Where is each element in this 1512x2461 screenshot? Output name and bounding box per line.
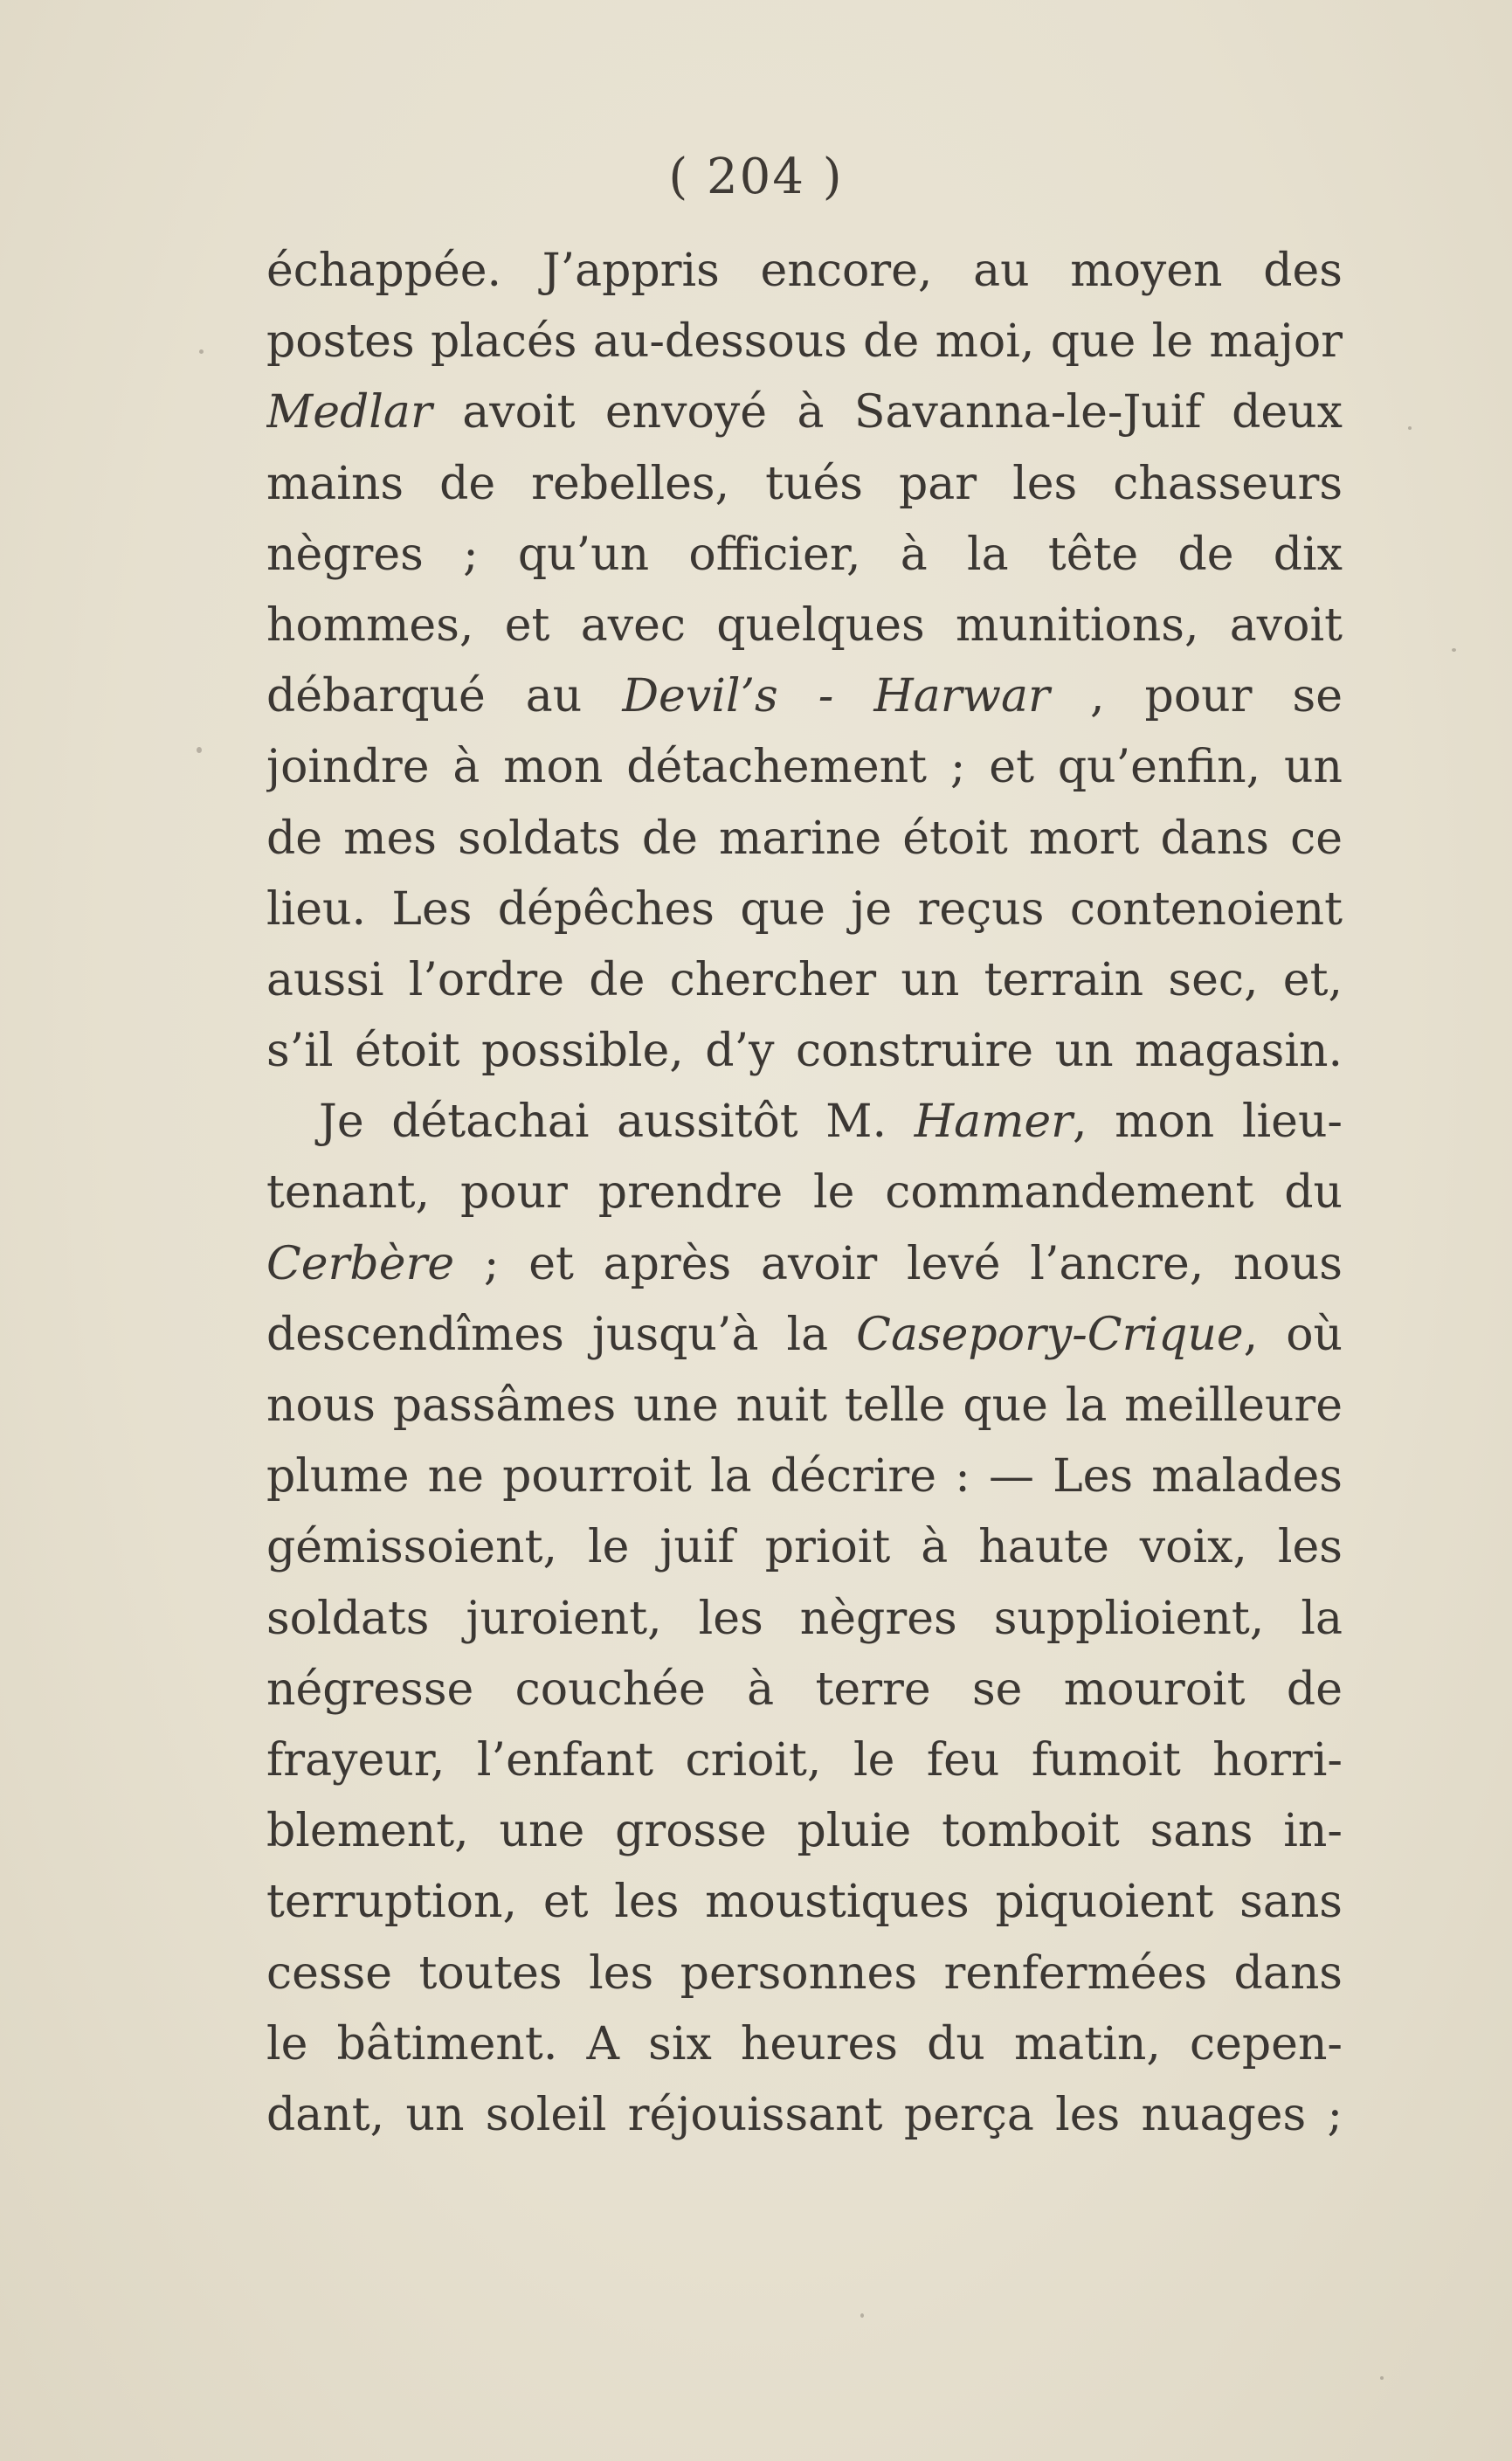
text-line — [266, 1867, 1343, 1938]
text-segment: ; et après avoir levé l’ancre, nous — [454, 1237, 1343, 1290]
text-line — [266, 1512, 1343, 1583]
text-line — [266, 1158, 1343, 1228]
paper-speck — [1452, 648, 1456, 652]
text-segment: soldats juroient, les nègres supplioient, la — [266, 1592, 1343, 1645]
text-line — [266, 1796, 1343, 1867]
paper-speck — [199, 349, 204, 354]
paper-speck — [1408, 426, 1412, 430]
text-line — [266, 1087, 1343, 1158]
text-line — [266, 1229, 1343, 1300]
text-segment: terruption, et les moustiques piquoient sans — [266, 1876, 1343, 1929]
text-line — [266, 2009, 1343, 2080]
text-segment: plume ne pourroit la décrire : — Les malades — [266, 1450, 1343, 1504]
italic-text: Casepory-Crique — [856, 1308, 1244, 1361]
text-segment: joindre à mon détachement ; et qu’enfin, un — [266, 741, 1343, 794]
text-line — [266, 1441, 1343, 1512]
text-segment: descendîmes jusqu’à la — [266, 1308, 857, 1361]
text-segment: Je détachai aussitôt M. — [319, 1096, 915, 1149]
text-segment: cesse toutes les personnes renfermées dans — [266, 1946, 1343, 2000]
italic-text: Devil’s - Harwar — [622, 670, 1050, 723]
text-line — [266, 1300, 1343, 1371]
text-segment: gémissoient, le juif prioit à haute voix, les — [266, 1521, 1343, 1574]
text-segment: négresse couchée à terre se mouroit de — [266, 1663, 1343, 1716]
paper-speck — [197, 747, 202, 753]
italic-text: Cerbère — [266, 1237, 455, 1290]
text-segment: de mes soldats de marine étoit mort dans ce — [266, 812, 1343, 865]
text-line — [266, 1016, 1343, 1087]
text-line — [266, 732, 1343, 803]
text-line — [266, 307, 1343, 377]
text-segment: mains de rebelles, tués par les chasseurs — [266, 457, 1343, 510]
text-line — [266, 1371, 1343, 1441]
text-line — [266, 945, 1343, 1016]
text-segment: tenant, pour prendre le commandement du — [266, 1166, 1343, 1220]
text-line — [266, 804, 1343, 874]
paper-speck — [1380, 2376, 1384, 2380]
text-segment: frayeur, l’enfant crioit, le feu fumoit horri- — [266, 1733, 1343, 1787]
text-line — [266, 236, 1343, 307]
body-text — [266, 236, 1343, 2151]
paper-speck — [860, 2313, 864, 2318]
text-segment: blement, une grosse pluie tomboit sans in- — [266, 1805, 1343, 1858]
text-line — [266, 1725, 1343, 1796]
text-segment: dant, un soleil réjouissant perça les nuages ; — [266, 2088, 1343, 2141]
italic-text: Medlar — [266, 386, 432, 439]
page-number: ( 204 ) — [668, 149, 844, 205]
text-line — [266, 591, 1343, 661]
text-segment: nous passâmes une nuit telle que la meilleure — [266, 1379, 1343, 1432]
text-line — [266, 520, 1343, 591]
text-line — [266, 2080, 1343, 2151]
text-line — [266, 449, 1343, 520]
italic-text: Hamer — [914, 1096, 1074, 1149]
text-segment: aussi l’ordre de chercher un terrain sec, et, — [266, 953, 1343, 1006]
text-line — [266, 874, 1343, 945]
text-segment: lieu. Les dépêches que je reçus contenoient — [266, 882, 1343, 936]
text-segment: échappée. J’appris encore, au moyen des — [266, 245, 1343, 297]
text-line — [266, 1584, 1343, 1655]
text-segment: avoit envoyé à Savanna-le-Juif deux — [432, 386, 1343, 439]
text-line — [266, 377, 1343, 448]
text-segment: , mon lieu- — [1073, 1096, 1343, 1149]
text-segment: hommes, et avec quelques munitions, avoit — [266, 598, 1343, 652]
text-segment: postes placés au-dessous de moi, que le major — [266, 315, 1343, 369]
text-line — [266, 661, 1343, 732]
text-segment: le bâtiment. A six heures du matin, cepen- — [266, 2017, 1343, 2070]
text-segment: s’il étoit possible, d’y construire un magasin. — [266, 1025, 1343, 1078]
text-segment: , pour se — [1049, 670, 1343, 723]
text-line — [266, 1655, 1343, 1725]
text-segment: nègres ; qu’un officier, à la tête de dix — [266, 528, 1343, 581]
text-line — [266, 1939, 1343, 2009]
text-segment: débarqué au — [266, 670, 623, 723]
text-segment: , où — [1243, 1308, 1343, 1361]
